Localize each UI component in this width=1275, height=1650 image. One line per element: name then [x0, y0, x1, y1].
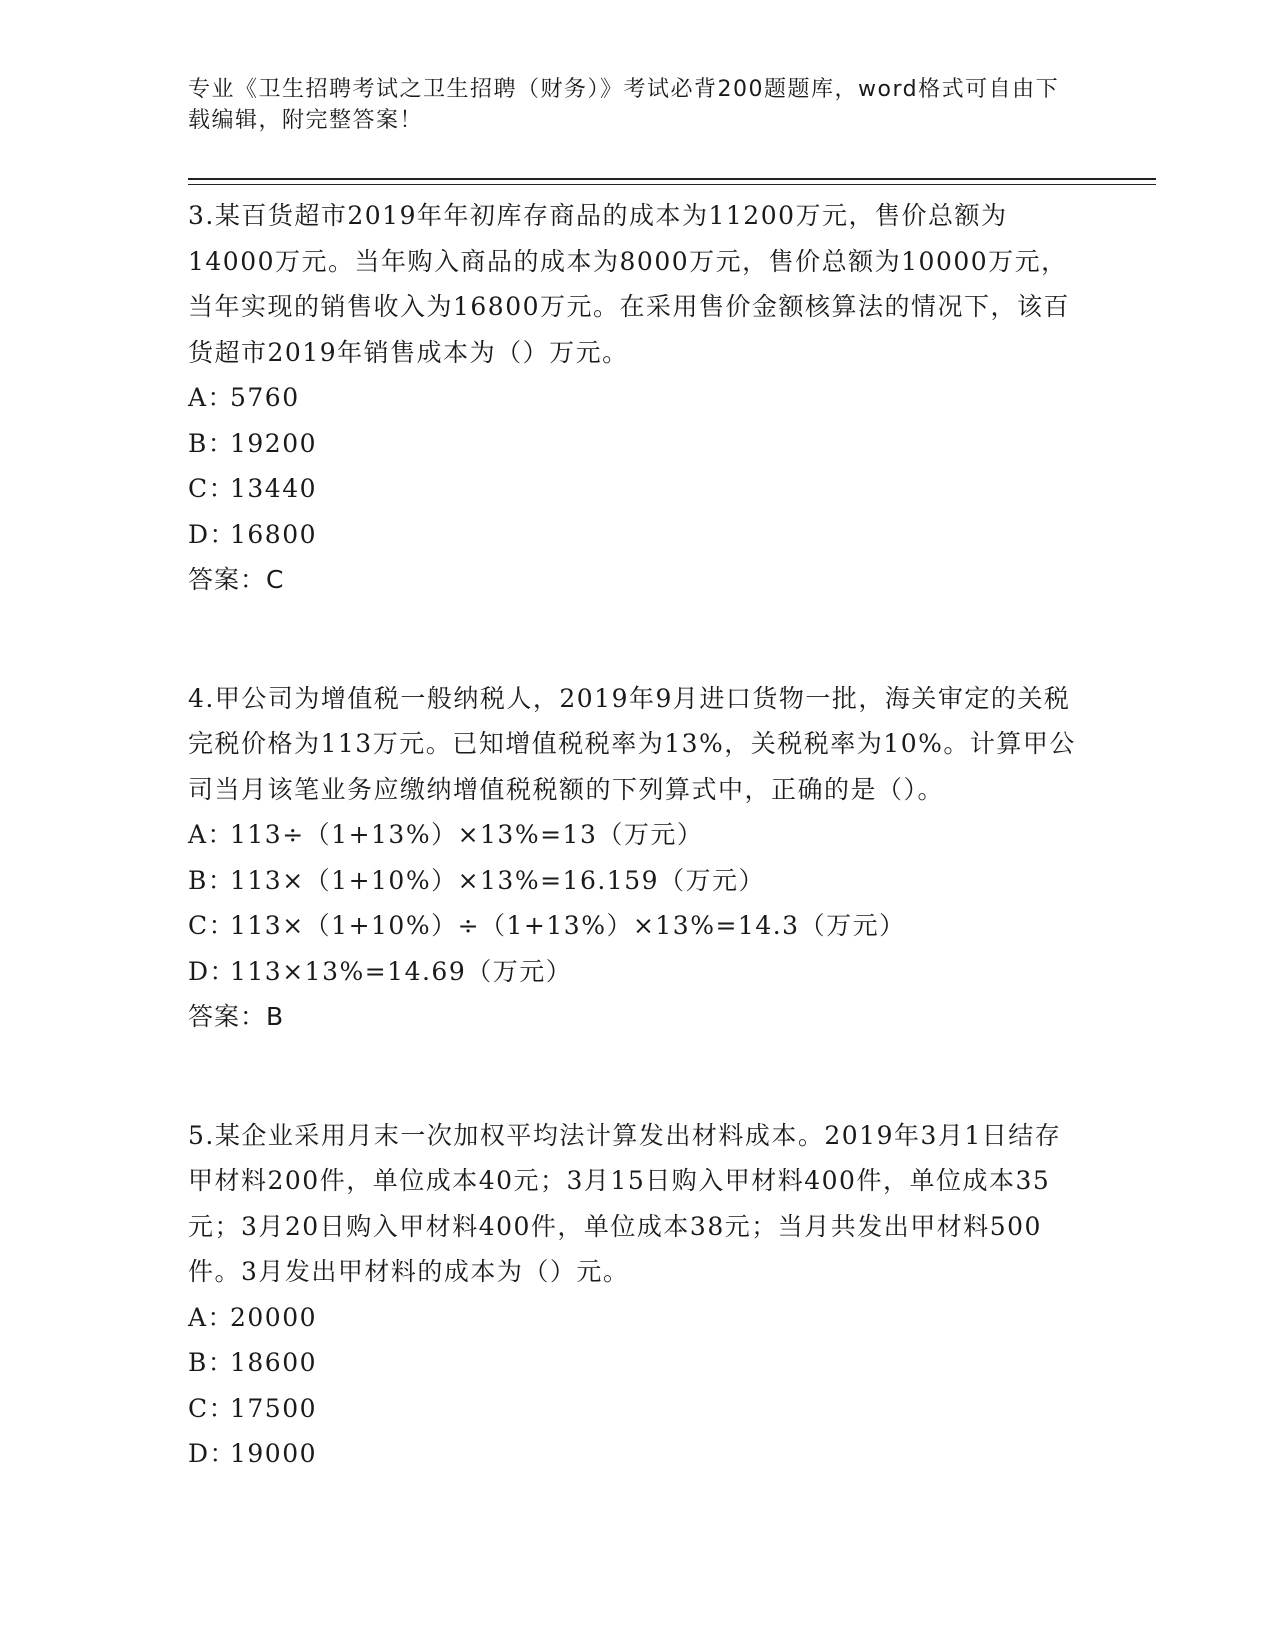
option-b [188, 858, 1078, 904]
answer-line: 答案：B [188, 1002, 285, 1031]
option-text: 17500 [230, 1393, 318, 1423]
question-stem: 3.某百货超市2019年年初库存商品的成本为11200万元，售价总额为14000万元。当年购入商品的成本为8000万元，售价总额为10000万元，当年实现的销售收入为16800万元。在采用售价金额核算法的情况下，该百货超市2019年销售成本为（）万元。 [188, 201, 1071, 367]
option-d [188, 949, 1078, 995]
option-d [188, 1431, 1078, 1477]
option-letter: B： [188, 1348, 235, 1377]
header-divider-thick [188, 178, 1156, 180]
option-c [188, 1386, 1078, 1432]
option-text: 20000 [230, 1302, 318, 1332]
header-divider-thin [188, 184, 1156, 185]
option-letter: D： [188, 956, 237, 986]
option-a [188, 375, 1078, 421]
option-letter: C： [188, 911, 236, 940]
option-text: 13440 [230, 474, 318, 503]
question-stem: 5.某企业采用月末一次加权平均法计算发出材料成本。2019年3月1日结存甲材料200件，单位成本40元；3月15日购入甲材料400件，单位成本35元；3月20日购入甲材料400件，单位成本38元；当月共发出甲材料500件。3月发出甲材料的成本为（）元。 [188, 1120, 1062, 1286]
option-letter: A： [188, 383, 235, 412]
option-text: 18600 [230, 1348, 318, 1377]
option-letter: D： [188, 519, 237, 549]
option-a [188, 812, 1078, 858]
option-text: 113÷（1+13%）×13%=13（万元） [230, 820, 704, 849]
option-text: 16800 [230, 519, 318, 549]
question-stem: 4.甲公司为增值税一般纳税人，2019年9月进口货物一批，海关审定的关税完税价格为113万元。已知增值税税率为13%，关税税率为10%。计算甲公司当月该笔业务应缴纳增值税税额的下列算式中，正确的是（）。 [188, 683, 1076, 804]
answer-line: 答案：C [188, 565, 285, 594]
question-block [188, 193, 1078, 603]
option-text: 19200 [230, 428, 318, 458]
question-block [188, 1113, 1078, 1477]
option-letter: C： [188, 1393, 236, 1423]
option-text: 113×（1+10%）×13%=16.159（万元） [230, 865, 766, 895]
option-c [188, 466, 1078, 512]
option-b [188, 421, 1078, 467]
option-text: 113×（1+10%）÷（1+13%）×13%=14.3（万元） [230, 911, 906, 940]
option-letter: B： [188, 865, 235, 895]
option-text: 5760 [230, 383, 300, 412]
option-b [188, 1340, 1078, 1386]
question-list [188, 193, 1078, 1550]
option-letter: A： [188, 820, 235, 849]
question-block [188, 676, 1078, 1040]
option-text: 19000 [230, 1439, 318, 1468]
option-a [188, 1295, 1078, 1341]
option-letter: A： [188, 1302, 235, 1332]
option-letter: C： [188, 474, 236, 503]
document-header: 专业《卫生招聘考试之卫生招聘（财务）》考试必背200题题库，word格式可自由下载编辑，附完整答案！ [188, 77, 1060, 133]
option-d [188, 512, 1078, 558]
option-text: 113×13%=14.69（万元） [230, 956, 573, 986]
option-letter: B： [188, 428, 235, 458]
option-c [188, 903, 1078, 949]
option-letter: D： [188, 1439, 237, 1468]
